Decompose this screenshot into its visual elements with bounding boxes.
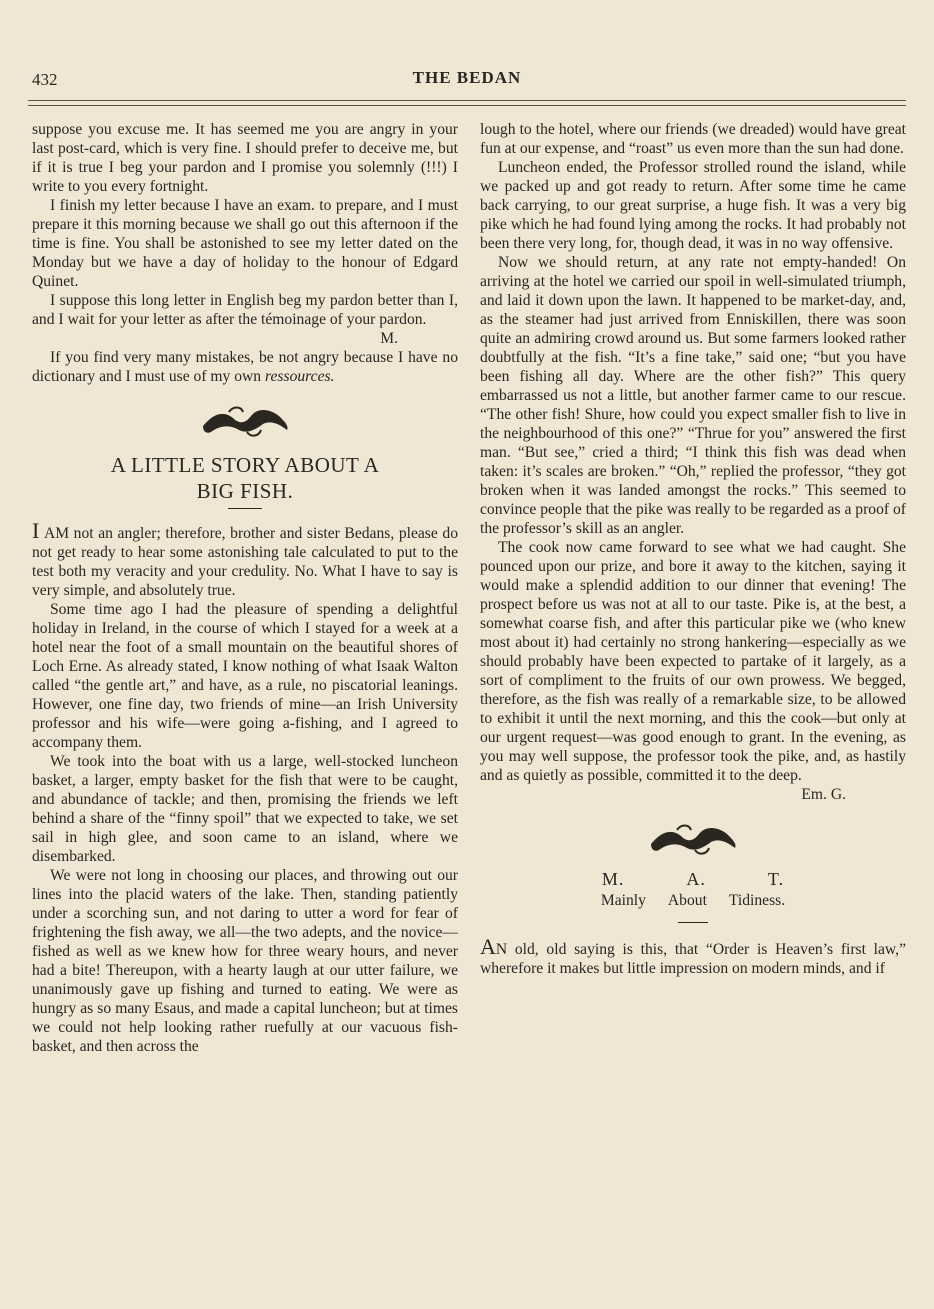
mat-heading-letters [480,870,906,889]
article-title-line-2: BIG FISH. [196,479,294,503]
paragraph: I finish my letter because I have an exam. to prepare, and I must prepare it this morning because we shall go out this afternoon if the time is fine. You shall be astonished to see my letter dated on the Monday but we have a day of holiday to the honour of Edgard Quinet. [32,197,458,290]
mat-rule [678,922,708,923]
paragraph: Some time ago I had the pleasure of spending a delightful holiday in Ireland, in the course of which I stayed for a week at a hotel near the foot of a small mountain on the beautiful shores of Loch Erne. As already stated, I know nothing of what Isaak Walton called “the gentle art,” and have, as a rule, no piscatorial leanings. However, one fine day, two friends of mine—an Irish University professor and his wife—were going a-fishing, and I agreed to accompany them. [32,601,458,751]
right-column [480,120,906,1056]
page [28,60,906,1300]
article-title-line-1: A LITTLE STORY ABOUT A [110,453,380,477]
left-column [32,120,458,1056]
postscript-text: If you find very many mistakes, be not angry because I have no dictionary and I must use of my own [32,349,458,385]
fleuron-icon [199,404,291,438]
paragraph-opening [32,518,458,600]
postscript-italic: ressources. [265,368,335,385]
page-number: 432 [32,70,58,89]
paragraph: The cook now came forward to see what we had caught. She pounced upon our prize, and bore it away to the kitchen, saying it would make a splendid addition to our dinner that evening! The prospect before us was not at all to our taste. Pike is, at the best, a somewhat coarse fish, and after this particular pike we (who knew most about it) had certainly no strong hankering—especially as we should probably have been expected to partake of it largely, as a sort of compliment to the fruits of our own prowess. We begged, therefore, as the fish was really of a remarkable size, to be allowed to exhibit it until the next morning, and this the cook—but only at our urgent request—was good enough to grant. In the evening, as you may well suppose, the professor took the pike, and, as hastily and as quietly as possible, committed it to the deep. [480,539,906,784]
fleuron-icon [647,822,739,856]
mat-word: About [667,892,707,909]
fleuron-ornament [480,822,906,856]
signature: M. [380,330,398,347]
opening-text: not an angler; therefore, brother and sister Bedans, please do not get ready to hear some astonishing tale calculated to put to the test both my veracity and your credulity. No. What I have to say is very simple, and absolutely true. [32,525,458,599]
lead-in: AM [43,525,70,542]
running-head [28,60,906,92]
signature: Em. G. [801,786,846,803]
mat-letter: M. [601,869,625,889]
fleuron-ornament [32,404,458,438]
mat-heading-words [480,891,906,910]
paragraph-postscript [32,348,458,386]
mat-letter: A. [686,869,706,889]
drop-cap: A [480,934,496,959]
paragraph: I suppose this long letter in English beg my pardon better than I, and I wait for your letter as after the témoinage of your pardon. [32,292,458,328]
paragraph: lough to the hotel, where our friends (we dreaded) would have great fun at our expense, and “roast” us even more than the sun had done. [480,121,906,157]
paragraph: Now we should return, at any rate not empty-handed! On arriving at the hotel we carried our spoil in well-simulated triumph, and laid it down upon the lawn. It happened to be market-day, and, as the steamer had just arrived from Enniskillen, there was soon quite an admiring crowd around us. But some farmers looked rather doubtfully at the fish. “It’s a fine take,” said one; “but you have been fishing all day. Where are the other fish?” This query embarrassed us not a little, but another farmer came to our rescue. “The other fish! Shure, how could you expect smaller fish to live in the neighbourhood of this one?” “Thrue for you” answered the first man. “But see,” cried a third; “I think this fish was dead when taken: it’s scales are broken.” “Oh,” replied the professor, “they got broken when it was landed amongst the rocks.” This seemed to convince people that the pike was really to be regarded as a proof of the professor’s skill as an angler. [480,254,906,537]
title-rule [228,508,262,509]
paragraph-opening [480,934,906,978]
article-title [32,452,458,504]
journal-title: THE BEDAN [412,68,522,87]
mat-letter: T. [767,869,785,889]
paragraph: We took into the boat with us a large, well-stocked luncheon basket, a larger, empty basket for the fish that were to be caught, and abundance of tackle; and then, promising the friends we left behind a share of the “finny spoil” that we expected to take, we set sail in high glee, and soon came to an island, where we disembarked. [32,753,458,865]
opening-text: N old, old saying is this, that “Order is Heaven’s first law,” wherefore it makes but little impression on modern minds, and if [480,941,906,977]
drop-cap: I [32,518,40,543]
paragraph: suppose you excuse me. It has seemed me you are angry in your last post-card, which is very fine. I should prefer to deceive me, but if it is true I beg your pardon and I promise you solemnly (!!!) I write to you every fortnight. [32,121,458,195]
paragraph: Luncheon ended, the Professor strolled round the island, while we packed up and got ready to return. After some time he came back carrying, to our great surprise, a huge fish. It was a very big pike which he had found lying among the rocks. It had probably not been there very long, for, though dead, it was in no way offensive. [480,159,906,252]
mat-word: Mainly [600,892,646,909]
mat-word: Tidiness. [728,892,786,909]
paragraph: We were not long in choosing our places, and throwing out our lines into the placid waters of the lake. Then, standing patiently under a scorching sun, and not daring to utter a word for fear of frightening the fish away, we all—the two adepts, and the novice—fished as well as we knew how for three weary hours, and never had a bite! Thereupon, with a hearty laugh at our utter failure, we unanimously gave up fishing and turned to eating. We were as hungry as so many Esaus, and made a capital luncheon; but at times we could not help looking rather ruefully at our vacuous fish-basket, and then across the [32,867,458,1055]
header-rule [28,100,906,106]
columns [32,120,906,1056]
